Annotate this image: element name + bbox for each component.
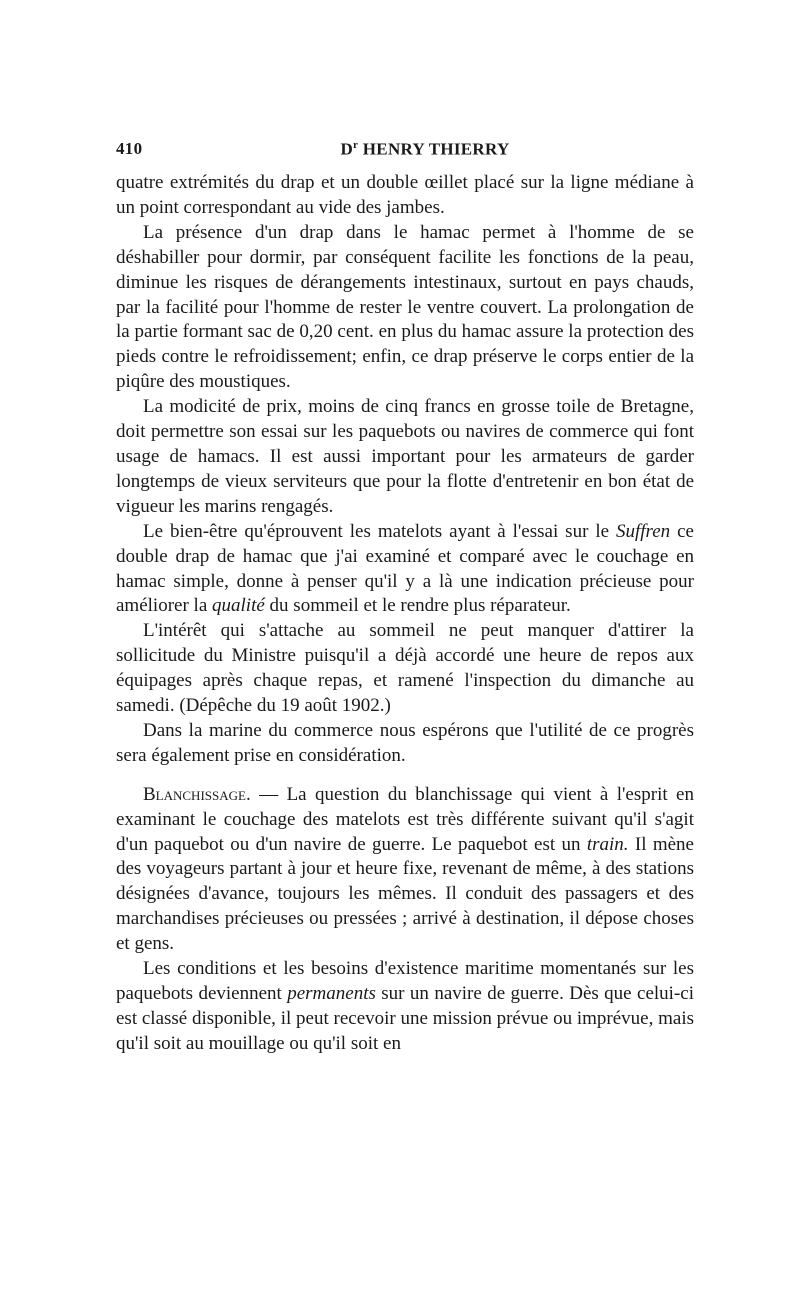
author-prefix-sup: r xyxy=(353,139,359,151)
paragraph-2: La présence d'un drap dans le hamac permet à l'homme de se déshabiller pour dormir, par conséquent facilite les fonctions de la peau, diminue les risques de dérangements intestinaux, surtout en pays chauds, par la facilité pour l'homme de rester le ventre couvert. La prolongation de la partie formant sac de 0,20 cent. en plus du hamac assure la protection des pieds contre le refroidissement; enfin, ce drap préserve le corps entier de la piqûre des moustiques. xyxy=(116,221,694,393)
paragraph-7 xyxy=(116,783,694,957)
paragraph-7-part-1: — La question du blanchissage qui vient à l'esprit en examinant le couchage des matelots est très différente suivant qu'il s'agit d'un paquebot ou d'un navire de guerre. Le paquebot est un xyxy=(116,783,694,855)
running-head xyxy=(116,139,694,163)
paragraph-8 xyxy=(116,957,694,1057)
author-name: HENRY THIERRY xyxy=(362,139,510,159)
paragraph-4-part-3: du sommeil et le rendre plus réparateur. xyxy=(264,595,571,617)
page-number: 410 xyxy=(116,139,143,158)
author-running-title xyxy=(116,139,694,160)
paragraph-8-part-1: Les conditions et les besoins d'existence maritime momentanés sur les paquebots deviennent xyxy=(116,958,694,1004)
emphasis-qualite: qualité xyxy=(212,595,265,617)
paragraph-6: Dans la marine du commerce nous espérons que l'utilité de ce progrès sera également prise en considération. xyxy=(116,719,694,766)
book-page xyxy=(116,139,694,1057)
paragraph-4-part-2: ce double drap de hamac que j'ai examiné et comparé avec le couchage en hamac simple, donne à penser qu'il y a là une indication précieuse pour améliorer la xyxy=(116,520,694,617)
author-prefix: D xyxy=(340,139,354,159)
paragraph-4 xyxy=(116,520,694,620)
section-heading-blanchissage: Blanchissage. xyxy=(143,783,251,805)
paragraph-4-part-1: Le bien-être qu'éprouvent les matelots ayant à l'essai sur le xyxy=(143,520,616,542)
ship-name-suffren: Suffren xyxy=(616,520,671,542)
emphasis-permanents: permanents xyxy=(287,983,376,1004)
paragraph-5: L'intérêt qui s'attache au sommeil ne peut manquer d'attirer la sollicitude du Ministre puisqu'il a déjà accordé une heure de repos aux équipages après chaque repas, et ramené l'inspection du dimanche au samedi. (Dépêche du 19 août 1902.) xyxy=(116,620,694,717)
body-text xyxy=(116,171,694,1057)
emphasis-train: train. xyxy=(586,833,629,855)
paragraph-1: quatre extrémités du drap et un double œillet placé sur la ligne médiane à un point correspondant au vide des jambes. xyxy=(116,172,694,218)
paragraph-8-part-2: sur un navire de guerre. Dès que celui-ci est classé disponible, il peut recevoir une mission prévue ou imprévue, mais qu'il soit au mouillage ou qu'il soit en xyxy=(116,983,694,1054)
paragraph-3: La modicité de prix, moins de cinq francs en grosse toile de Bretagne, doit permettre son essai sur les paquebots ou navires de commerce qui font usage de hamacs. Il est aussi important pour les armateurs de garder longtemps de vieux serviteurs que pour la flotte d'entretenir en bon état de vigueur les marins rengagés. xyxy=(116,396,694,517)
paragraph-7-part-2: Il mène des voyageurs partant à jour et heure fixe, revenant de même, à des stations désignées d'avance, toujours les mêmes. Il conduit des passagers et des marchandises précieuses ou pressées ; arrivé à destination, il dépose choses et gens. xyxy=(116,833,694,955)
